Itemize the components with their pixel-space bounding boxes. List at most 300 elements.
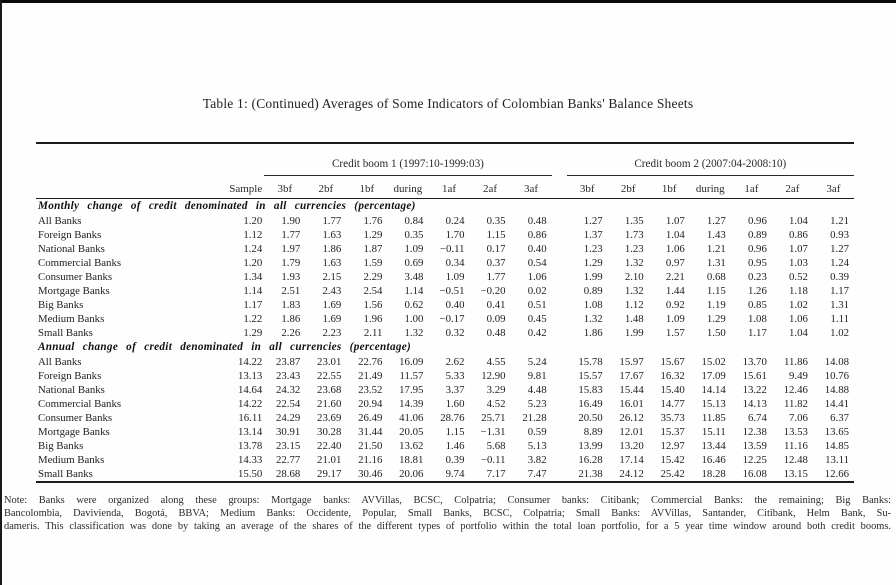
boom2-value: 1.11: [830, 313, 849, 325]
boom1-value: 4.48: [527, 384, 547, 396]
boom1-value: 23.15: [276, 440, 301, 452]
boom2-value: 1.04: [789, 327, 808, 339]
boom2-value: 1.08: [747, 313, 767, 325]
boom2-value: 0.89: [583, 285, 603, 297]
sample-value: 15.50: [237, 468, 263, 480]
group-gap: [552, 453, 567, 467]
boom1-value: 23.52: [358, 384, 383, 396]
sample-value: 13.13: [237, 370, 263, 382]
boom1-value: 0.59: [527, 426, 547, 438]
boom2-value: 15.44: [619, 384, 644, 396]
boom2-value: 1.07: [789, 243, 808, 255]
table-title: Table 1: (Continued) Averages of Some Indicators of Colombian Banks' Balance Sheets: [202, 96, 694, 111]
boom1-value: 1.70: [445, 229, 465, 241]
boom2-value: 15.13: [701, 398, 726, 410]
boom1-value: 1.97: [281, 243, 301, 255]
col-header-sample: Sample: [186, 176, 264, 199]
boom1-value: −0.11: [439, 243, 465, 255]
table-row: [36, 298, 854, 312]
boom1-value: −0.51: [439, 285, 465, 297]
sample-value: 1.17: [243, 299, 263, 311]
boom1-value: 14.39: [399, 398, 424, 410]
boom1-value: 5.33: [445, 370, 465, 382]
boom2-value: 0.89: [747, 229, 767, 241]
sample-value: 1.20: [243, 215, 263, 227]
boom1-value: −0.11: [480, 454, 506, 466]
boom2-value: 0.52: [789, 271, 808, 283]
section-heading: Annual change of credit denominated in all currencies (percentage): [38, 341, 412, 353]
table-row: [36, 284, 854, 298]
col-header-during: during: [387, 176, 428, 199]
boom2-value: 1.04: [665, 229, 685, 241]
boom2-value: 1.86: [583, 327, 603, 339]
boom2-value: 14.77: [660, 398, 685, 410]
note-line: Bancolombia, Davivienda, Bogotá, BBVA; Medium Banks: Occidente, Popular, Small Banks, BCSC, Colpatria; Small Banks: AVVillas, Santander, Citibank, Helm Bank, Su-: [4, 508, 891, 519]
boom2-value: 16.01: [619, 398, 644, 410]
boom1-value: 1.60: [445, 398, 465, 410]
boom1-value: 21.16: [358, 454, 383, 466]
boom1-value: 1.46: [445, 440, 465, 452]
boom2-value: 1.48: [624, 313, 644, 325]
sample-value: 1.14: [243, 285, 263, 297]
row-label: Foreign Banks: [38, 229, 102, 241]
col-header-2bf: 2bf: [608, 176, 649, 199]
boom1-value: 28.68: [276, 468, 301, 480]
sample-value: 16.11: [238, 412, 263, 424]
boom1-value: 0.24: [445, 215, 465, 227]
boom1-value: 5.24: [527, 356, 547, 368]
boom1-value: 3.37: [445, 384, 465, 396]
boom1-value: 1.29: [363, 229, 383, 241]
boom2-value: 1.99: [583, 271, 603, 283]
boom1-value: 1.77: [281, 229, 301, 241]
sample-value: 1.29: [243, 327, 263, 339]
boom2-value: 1.31: [830, 299, 849, 311]
boom1-value: 24.32: [276, 384, 301, 396]
boom2-value: 13.70: [742, 356, 767, 368]
sample-value: 14.22: [237, 398, 263, 410]
boom1-value: 0.35: [486, 215, 506, 227]
boom2-value: 1.02: [830, 327, 849, 339]
boom2-value: 15.02: [701, 356, 726, 368]
boom1-value: 0.45: [527, 313, 547, 325]
boom1-value: 3.29: [486, 384, 506, 396]
boom1-value: 23.68: [317, 384, 342, 396]
boom1-value: 18.81: [399, 454, 424, 466]
boom2-value: 2.21: [665, 271, 685, 283]
boom1-value: 1.79: [281, 257, 301, 269]
boom1-value: 5.23: [527, 398, 547, 410]
credit-boom-1-header: Credit boom 1 (1997:10-1999:03): [264, 143, 551, 176]
boom2-value: 1.08: [583, 299, 603, 311]
boom1-value: 5.13: [527, 440, 547, 452]
boom2-value: 12.01: [619, 426, 644, 438]
boom1-value: 1.59: [363, 257, 383, 269]
table-row: [36, 425, 854, 439]
table-note: [4, 494, 891, 533]
boom2-value: 21.38: [578, 468, 603, 480]
empty-cell: [186, 143, 264, 176]
section-heading-row: [36, 340, 854, 355]
note-line: Note: Banks were organized along these groups: Mortgage banks: AVVillas, BCSC, Colpatria; Consumer banks: Citibank; Commercial Banks: the remaining; Big Banks:: [4, 495, 891, 506]
group-gap: [552, 214, 567, 228]
boom2-value: 11.16: [784, 440, 808, 452]
col-header-3af: 3af: [511, 176, 552, 199]
boom1-value: 1.86: [322, 243, 342, 255]
table-row: [36, 256, 854, 270]
boom2-value: 15.42: [660, 454, 685, 466]
boom1-value: 12.90: [481, 370, 506, 382]
boom2-value: 0.86: [789, 229, 808, 241]
boom2-value: 1.50: [706, 327, 726, 339]
boom2-value: 9.49: [789, 370, 808, 382]
row-label: Small Banks: [38, 468, 93, 480]
boom2-value: 14.08: [824, 356, 849, 368]
boom2-value: 15.11: [701, 426, 726, 438]
table-row: [36, 411, 854, 425]
row-label: Commercial Banks: [38, 257, 122, 269]
boom1-value: 2.26: [281, 327, 301, 339]
boom1-value: 2.54: [363, 285, 383, 297]
boom1-value: 0.17: [486, 243, 506, 255]
boom2-value: 1.03: [789, 257, 808, 269]
boom2-value: 0.68: [706, 271, 726, 283]
boom1-value: 3.82: [527, 454, 547, 466]
row-label: Consumer Banks: [38, 271, 113, 283]
boom2-value: 11.82: [784, 398, 808, 410]
boom1-value: 21.60: [317, 398, 342, 410]
boom2-value: 1.04: [789, 215, 808, 227]
boom1-value: 1.06: [527, 271, 547, 283]
section-heading-row: [36, 199, 854, 215]
boom2-value: 35.73: [660, 412, 685, 424]
boom1-value: 0.02: [527, 285, 547, 297]
boom2-value: 1.23: [583, 243, 603, 255]
boom1-value: 1.87: [363, 243, 383, 255]
table-row: [36, 467, 854, 482]
boom1-value: 0.09: [486, 313, 506, 325]
boom1-value: 17.95: [399, 384, 424, 396]
boom2-value: 1.02: [789, 299, 808, 311]
boom1-value: 11.57: [399, 370, 424, 382]
boom2-value: 1.32: [624, 285, 644, 297]
boom1-value: 1.69: [322, 299, 342, 311]
boom1-value: 0.37: [486, 257, 506, 269]
boom2-value: 0.92: [665, 299, 685, 311]
group-gap: [552, 284, 567, 298]
boom1-value: 0.86: [527, 229, 547, 241]
boom1-value: 1.09: [445, 271, 465, 283]
boom2-value: 17.67: [619, 370, 644, 382]
boom2-value: 13.53: [783, 426, 808, 438]
boom1-value: 1.14: [404, 285, 424, 297]
col-header-3bf: 3bf: [264, 176, 305, 199]
boom1-value: 1.77: [322, 215, 342, 227]
boom2-value: 13.11: [825, 454, 849, 466]
boom1-value: 0.40: [527, 243, 547, 255]
group-gap: [552, 425, 567, 439]
boom2-value: 18.28: [701, 468, 726, 480]
boom1-value: 0.84: [404, 215, 424, 227]
boom2-value: 0.85: [747, 299, 767, 311]
boom1-value: 5.68: [486, 440, 506, 452]
boom1-value: 1.83: [281, 299, 301, 311]
boom1-value: 1.56: [363, 299, 383, 311]
boom2-value: 1.17: [747, 327, 767, 339]
boom2-value: 12.48: [783, 454, 808, 466]
boom2-value: 14.85: [824, 440, 849, 452]
boom2-value: 12.38: [742, 426, 767, 438]
boom1-value: 0.32: [445, 327, 465, 339]
boom2-value: 20.50: [578, 412, 603, 424]
note-line: dameris. This classification was done by taking an average of the shares of the different types of portfolio within the total loan portfolio, for a 5 year time window around both credit booms.: [4, 521, 891, 532]
row-label: Big Banks: [38, 440, 84, 452]
boom2-value: 8.89: [583, 426, 603, 438]
row-label: All Banks: [38, 356, 82, 368]
boom2-value: 1.29: [706, 313, 726, 325]
boom2-value: 0.39: [830, 271, 849, 283]
boom1-value: 31.44: [358, 426, 383, 438]
balance-sheets-table: [36, 142, 854, 483]
boom1-value: 1.09: [404, 243, 424, 255]
boom1-value: 22.76: [358, 356, 383, 368]
boom2-value: 16.49: [578, 398, 603, 410]
boom1-value: 30.46: [358, 468, 383, 480]
sample-value: 1.24: [243, 243, 263, 255]
boom1-value: 23.69: [317, 412, 342, 424]
boom1-value: 1.32: [404, 327, 424, 339]
boom2-value: 0.96: [747, 215, 767, 227]
boom1-value: 9.81: [527, 370, 547, 382]
boom1-value: −1.31: [480, 426, 506, 438]
table-row: [36, 383, 854, 397]
column-header-row: [36, 176, 854, 199]
group-gap: [552, 383, 567, 397]
boom1-value: 0.40: [445, 299, 465, 311]
boom2-value: 13.44: [701, 440, 726, 452]
boom2-value: 0.93: [830, 229, 849, 241]
boom2-value: 16.46: [701, 454, 726, 466]
boom1-value: 25.71: [481, 412, 506, 424]
row-label: Commercial Banks: [38, 398, 122, 410]
boom2-value: 7.06: [789, 412, 808, 424]
group-gap: [552, 369, 567, 383]
row-label: National Banks: [38, 243, 105, 255]
table-row: [36, 228, 854, 242]
empty-cell: [36, 143, 186, 176]
sample-value: 13.78: [237, 440, 263, 452]
boom2-value: 2.10: [624, 271, 644, 283]
sample-value: 13.14: [237, 426, 263, 438]
boom1-value: 4.55: [486, 356, 506, 368]
boom2-value: 1.35: [624, 215, 644, 227]
row-label: Big Banks: [38, 299, 84, 311]
boom1-value: 0.42: [527, 327, 547, 339]
boom1-value: 7.17: [486, 468, 506, 480]
boom1-value: 13.62: [399, 440, 424, 452]
boom2-value: 1.06: [665, 243, 685, 255]
boom2-value: 14.88: [824, 384, 849, 396]
table-row: [36, 439, 854, 453]
boom2-value: 14.14: [701, 384, 726, 396]
group-gap: [552, 411, 567, 425]
boom2-value: 24.12: [619, 468, 644, 480]
boom1-value: 21.28: [522, 412, 547, 424]
boom1-value: 1.76: [363, 215, 383, 227]
col-header-1af: 1af: [428, 176, 469, 199]
boom2-value: 1.21: [706, 243, 726, 255]
boom1-value: 24.29: [276, 412, 301, 424]
row-label: Medium Banks: [38, 454, 105, 466]
boom2-value: 15.61: [742, 370, 767, 382]
col-header-3bf: 3bf: [567, 176, 608, 199]
boom2-value: 1.06: [789, 313, 808, 325]
boom1-value: 26.49: [358, 412, 383, 424]
boom1-value: 1.77: [486, 271, 506, 283]
boom2-value: 1.12: [624, 299, 644, 311]
sample-value: 1.12: [243, 229, 263, 241]
col-header-during: during: [690, 176, 731, 199]
boom2-value: 25.42: [660, 468, 685, 480]
boom1-value: −0.20: [480, 285, 506, 297]
row-label: Small Banks: [38, 327, 93, 339]
boom2-value: 1.32: [624, 257, 644, 269]
boom2-value: 15.40: [660, 384, 685, 396]
boom2-value: 1.37: [583, 229, 603, 241]
group-gap: [552, 355, 567, 369]
group-gap: [552, 467, 567, 482]
boom2-value: 1.44: [665, 285, 685, 297]
boom1-value: 21.01: [317, 454, 342, 466]
boom2-value: 0.23: [747, 271, 767, 283]
boom1-value: 0.34: [445, 257, 465, 269]
boom2-value: 1.57: [665, 327, 685, 339]
sample-value: 14.64: [237, 384, 263, 396]
boom1-value: 4.52: [486, 398, 506, 410]
boom1-value: 23.43: [276, 370, 301, 382]
boom2-value: 16.32: [660, 370, 685, 382]
table-row: [36, 242, 854, 256]
boom2-value: 0.96: [747, 243, 767, 255]
boom1-value: 0.39: [445, 454, 465, 466]
boom2-value: 0.95: [747, 257, 767, 269]
row-label: All Banks: [38, 215, 82, 227]
boom2-value: 16.08: [742, 468, 767, 480]
boom2-value: 1.73: [624, 229, 644, 241]
boom1-value: 23.01: [317, 356, 342, 368]
boom1-value: 22.77: [276, 454, 301, 466]
boom2-value: 14.41: [824, 398, 849, 410]
boom1-value: 20.05: [399, 426, 424, 438]
boom1-value: 2.51: [281, 285, 301, 297]
boom1-value: 1.00: [404, 313, 424, 325]
table-row: [36, 355, 854, 369]
boom1-value: 0.69: [404, 257, 424, 269]
boom1-value: 0.54: [527, 257, 547, 269]
col-header-3af: 3af: [813, 176, 854, 199]
sample-value: 1.20: [243, 257, 263, 269]
boom2-value: 1.43: [706, 229, 726, 241]
sample-value: 1.22: [243, 313, 263, 325]
boom2-value: 1.29: [583, 257, 603, 269]
boom1-value: 1.15: [486, 229, 506, 241]
group-gap: [552, 326, 567, 340]
boom2-value: 1.15: [706, 285, 726, 297]
boom2-value: 13.65: [824, 426, 849, 438]
boom2-value: 11.86: [784, 356, 808, 368]
boom2-value: 1.27: [706, 215, 726, 227]
row-label: Mortgage Banks: [38, 426, 110, 438]
boom1-value: 0.35: [404, 229, 424, 241]
boom1-value: 2.23: [322, 327, 342, 339]
group-gap: [552, 270, 567, 284]
boom2-value: 1.32: [583, 313, 603, 325]
boom2-value: 10.76: [824, 370, 849, 382]
group-gap: [552, 298, 567, 312]
boom2-value: 15.83: [578, 384, 603, 396]
sample-value: 14.33: [237, 454, 263, 466]
boom2-value: 15.57: [578, 370, 603, 382]
boom2-value: 13.22: [742, 384, 767, 396]
boom2-value: 6.37: [830, 412, 849, 424]
boom1-value: 1.69: [322, 313, 342, 325]
boom1-value: 29.17: [317, 468, 342, 480]
table-row: [36, 326, 854, 340]
group-gap: [552, 143, 567, 176]
boom1-value: 21.50: [358, 440, 383, 452]
boom1-value: 0.48: [486, 327, 506, 339]
boom1-value: 1.86: [281, 313, 301, 325]
group-gap: [552, 397, 567, 411]
boom2-value: 1.17: [830, 285, 849, 297]
boom1-value: 20.06: [399, 468, 424, 480]
boom2-value: 1.24: [830, 257, 849, 269]
row-label: Consumer Banks: [38, 412, 113, 424]
row-label: Mortgage Banks: [38, 285, 110, 297]
group-gap: [552, 256, 567, 270]
boom1-value: 7.47: [527, 468, 547, 480]
boom2-value: 15.67: [660, 356, 685, 368]
boom2-value: 1.99: [624, 327, 644, 339]
row-label: Medium Banks: [38, 313, 105, 325]
boom1-value: 0.41: [486, 299, 506, 311]
boom1-value: 16.09: [399, 356, 424, 368]
table-row: [36, 397, 854, 411]
boom1-value: 1.96: [363, 313, 383, 325]
boom1-value: 1.90: [281, 215, 301, 227]
boom1-value: 28.76: [440, 412, 465, 424]
boom1-value: 0.51: [527, 299, 547, 311]
row-label: Foreign Banks: [38, 370, 102, 382]
boom1-value: 2.15: [322, 271, 342, 283]
boom1-value: 30.91: [276, 426, 301, 438]
boom1-value: 22.40: [317, 440, 342, 452]
boom1-value: 41.06: [399, 412, 424, 424]
boom1-value: 30.28: [317, 426, 342, 438]
table-row: [36, 214, 854, 228]
boom2-value: 13.15: [783, 468, 808, 480]
boom2-value: 12.66: [824, 468, 849, 480]
boom2-value: 1.07: [665, 215, 685, 227]
table-row: [36, 369, 854, 383]
table-row: [36, 312, 854, 326]
boom2-value: 1.27: [830, 243, 849, 255]
boom2-value: 0.97: [665, 257, 685, 269]
sample-value: 1.34: [243, 271, 263, 283]
boom2-value: 1.31: [706, 257, 726, 269]
boom2-value: 1.21: [830, 215, 849, 227]
boom2-value: 12.46: [783, 384, 808, 396]
